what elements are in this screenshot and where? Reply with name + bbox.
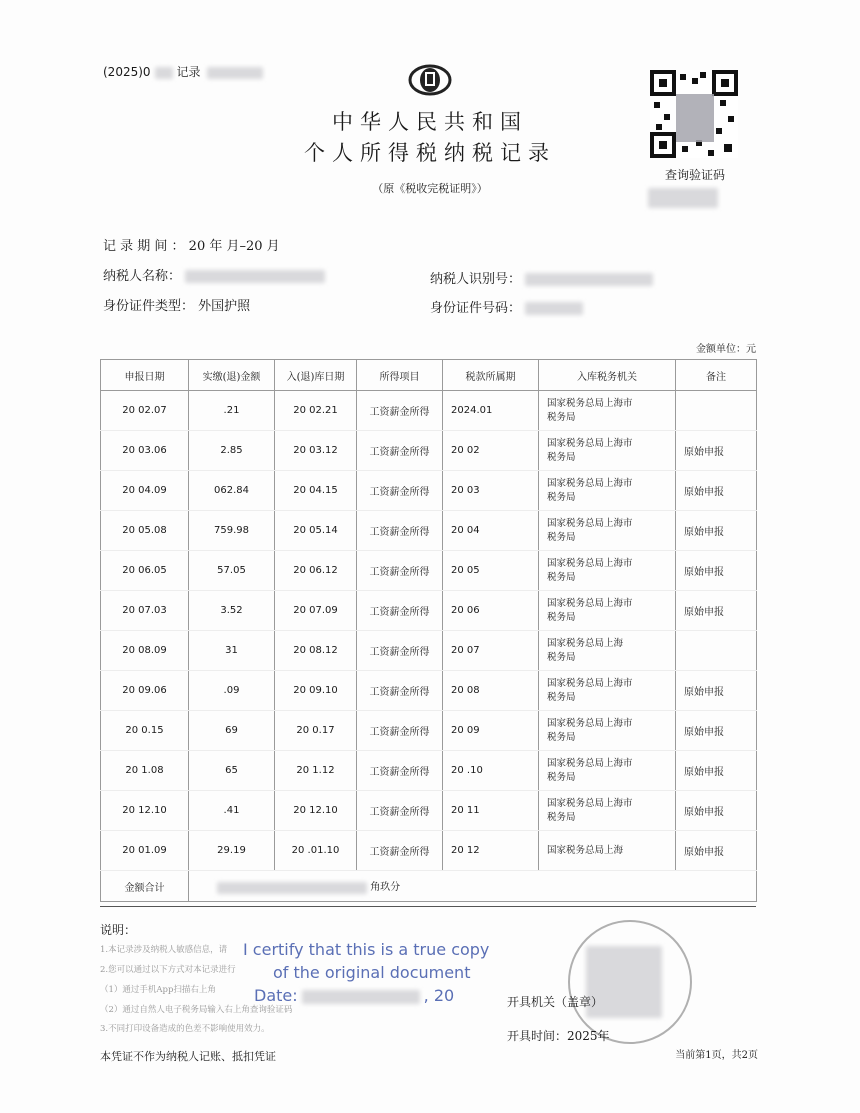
record-number: (2025)0 记录 [103,63,263,80]
amount-cell: 3.52 [189,591,275,631]
declare-date-cell: 20 07.03 [101,591,189,631]
redacted-verification-code [648,188,718,208]
tax-office-line: 税务局 [547,651,576,663]
storage-date-cell: 20 04.15 [275,471,357,511]
tax-office-line: 税务局 [547,531,576,543]
storage-date-cell: 20 06.12 [275,551,357,591]
table-row [101,431,757,471]
issue-time: 开具时间：2025年 [507,1029,610,1043]
qr-code-label: 查询验证码 [664,168,725,182]
title-document: 个人所得税纳税记录 [304,141,556,165]
storage-date-cell: 20 09.10 [275,671,357,711]
amount-cell: .09 [189,671,275,711]
tax-office-cell [539,511,676,551]
remark-cell: 原始申报 [676,751,757,791]
income-item-cell: 工资薪金所得 [357,551,443,591]
declare-date-cell: 20 05.08 [101,511,189,551]
tax-records-table [100,359,757,902]
col-remark: 备注 [676,360,757,391]
remark-cell: 原始申报 [676,551,757,591]
remark-cell: 原始申报 [676,511,757,551]
remark-cell [676,631,757,671]
col-storage-date: 入(退)库日期 [275,360,357,391]
amount-cell: 759.98 [189,511,275,551]
tax-period-cell: 20 03 [443,471,539,511]
tax-office-line: 国家税务总局上海 [547,844,624,856]
taxpayer-name [103,265,325,284]
amount-cell: 31 [189,631,275,671]
tax-office-cell [539,671,676,711]
storage-date-cell: 20 0.17 [275,711,357,751]
declare-date-cell: 20 03.06 [101,431,189,471]
tax-period-cell: 20 05 [443,551,539,591]
tax-period-cell: 20 02 [443,431,539,471]
tax-office-line: 国家税务总局上海 [547,637,624,649]
storage-date-cell: 20 07.09 [275,591,357,631]
tax-office-line: 国家税务总局上海市 [547,397,633,409]
note-line: 2.您可以通过以下方式对本记录进行 [100,965,236,975]
tax-office-line: 税务局 [547,571,576,583]
tax-office-line: 国家税务总局上海市 [547,677,633,689]
income-item-cell: 工资薪金所得 [357,511,443,551]
tax-period-cell: 20 04 [443,511,539,551]
record-period-value: 20 年 月–20 月 [188,239,280,254]
table-row [101,791,757,831]
tax-office-cell [539,751,676,791]
record-period-label: 记 录 期 间 ： [103,239,185,254]
remark-cell: 原始申报 [676,831,757,871]
official-seal [568,920,692,1044]
total-row [101,871,757,902]
tax-office-cell [539,471,676,511]
amount-cell: 29.19 [189,831,275,871]
storage-date-cell: 20 08.12 [275,631,357,671]
amount-cell: .21 [189,391,275,431]
tax-period-cell: 20 08 [443,671,539,711]
total-label: 金额合计 [101,871,189,902]
redacted-id-number [525,302,583,315]
taxpayer-name-label: 纳税人名称： [103,269,182,284]
divider [100,906,756,907]
tax-office-line: 税务局 [547,411,576,423]
remark-cell: 原始申报 [676,791,757,831]
table-row [101,551,757,591]
amount-cell: .41 [189,791,275,831]
tax-office-cell [539,551,676,591]
tax-office-cell [539,711,676,751]
tax-office-line: 税务局 [547,811,576,823]
declare-date-cell: 20 04.09 [101,471,189,511]
id-document-type-value: 外国护照 [198,299,251,314]
table-row [101,671,757,711]
total-value: 角玖分 [189,871,757,902]
tax-office-line: 税务局 [547,771,576,783]
income-item-cell: 工资薪金所得 [357,431,443,471]
remark-cell [676,391,757,431]
tax-period-cell: 20 07 [443,631,539,671]
tax-office-line: 国家税务总局上海市 [547,597,633,609]
table-row [101,831,757,871]
table-row [101,751,757,791]
title-country: 中华人民共和国 [332,110,528,134]
tax-office-line: 税务局 [547,691,576,703]
page-indicator: 当前第1页，共2页 [675,1050,758,1061]
storage-date-cell: 20 12.10 [275,791,357,831]
remark-cell: 原始申报 [676,431,757,471]
taxpayer-id-label: 纳税人识别号： [430,272,522,287]
col-income-item: 所得项目 [357,360,443,391]
disclaimer: 本凭证不作为纳税人记账、抵扣凭证 [100,1050,276,1063]
table-row [101,471,757,511]
note-line: （1）通过手机App扫描右上角 [100,985,216,995]
amount-cell: 57.05 [189,551,275,591]
amount-unit-label: 金额单位：元 [696,344,756,355]
income-item-cell: 工资薪金所得 [357,671,443,711]
record-period [103,235,280,254]
remark-cell: 原始申报 [676,711,757,751]
tax-office-line: 税务局 [547,611,576,623]
tax-office-line: 税务局 [547,731,576,743]
income-item-cell: 工资薪金所得 [357,831,443,871]
issuing-authority-label: 开具机关（盖章） [507,995,604,1009]
amount-cell: 65 [189,751,275,791]
remark-cell: 原始申报 [676,671,757,711]
tax-office-line: 国家税务总局上海市 [547,757,633,769]
declare-date-cell: 20 02.07 [101,391,189,431]
col-tax-period: 税款所属期 [443,360,539,391]
income-item-cell: 工资薪金所得 [357,591,443,631]
declare-date-cell: 20 09.06 [101,671,189,711]
note-line: （2）通过自然人电子税务局输入右上角查询验证码 [100,1005,293,1015]
tax-period-cell: 20 09 [443,711,539,751]
declare-date-cell: 20 0.15 [101,711,189,751]
tax-office-cell [539,591,676,631]
remark-cell: 原始申报 [676,471,757,511]
remark-cell: 原始申报 [676,591,757,631]
tax-period-cell: 20 11 [443,791,539,831]
table-row [101,511,757,551]
tax-office-line: 国家税务总局上海市 [547,557,633,569]
income-item-cell: 工资薪金所得 [357,711,443,751]
declare-date-cell: 20 1.08 [101,751,189,791]
id-document-type [103,295,250,314]
certify-line-2: of the original document [273,963,471,982]
id-document-type-label: 身份证件类型： [103,299,195,314]
tax-office-line: 国家税务总局上海市 [547,437,633,449]
income-item-cell: 工资薪金所得 [357,631,443,671]
income-item-cell: 工资薪金所得 [357,471,443,511]
note-line: 1.本记录涉及纳税人敏感信息，请 [100,945,228,955]
tax-office-line: 国家税务总局上海市 [547,717,633,729]
tax-office-cell [539,791,676,831]
storage-date-cell: 20 03.12 [275,431,357,471]
tax-office-cell [539,431,676,471]
tax-office-cell [539,631,676,671]
col-amount: 实缴(退)金额 [189,360,275,391]
tax-period-cell: 20 .10 [443,751,539,791]
id-document-number [430,297,583,316]
tax-office-cell [539,391,676,431]
tax-period-cell: 2024.01 [443,391,539,431]
storage-date-cell: 20 1.12 [275,751,357,791]
declare-date-cell: 20 12.10 [101,791,189,831]
certify-date: Date: , 20 [254,986,455,1005]
income-item-cell: 工资薪金所得 [357,391,443,431]
tax-period-cell: 20 06 [443,591,539,631]
tax-office-line: 税务局 [547,491,576,503]
storage-date-cell: 20 02.21 [275,391,357,431]
table-header-row [101,360,757,391]
tax-office-line: 国家税务总局上海市 [547,797,633,809]
tax-office-line: 国家税务总局上海市 [547,477,633,489]
tax-emblem-icon [407,64,453,96]
col-tax-office: 入库税务机关 [539,360,676,391]
col-declare-date: 申报日期 [101,360,189,391]
redacted-total [217,882,367,894]
subtitle: （原《税收完税证明》） [372,182,488,195]
redacted-taxpayer-id [525,273,653,286]
note-line: 3.不同打印设备造成的色差不影响使用效力。 [100,1024,270,1034]
table-row [101,711,757,751]
table-row [101,631,757,671]
qr-code-icon[interactable] [650,70,738,158]
table-row [101,391,757,431]
amount-cell: 69 [189,711,275,751]
amount-cell: 2.85 [189,431,275,471]
declare-date-cell: 20 08.09 [101,631,189,671]
table-row [101,591,757,631]
income-item-cell: 工资薪金所得 [357,751,443,791]
storage-date-cell: 20 .01.10 [275,831,357,871]
tax-period-cell: 20 12 [443,831,539,871]
certify-line-1: I certify that this is a true copy [243,940,490,959]
declare-date-cell: 20 06.05 [101,551,189,591]
declare-date-cell: 20 01.09 [101,831,189,871]
tax-office-line: 国家税务总局上海市 [547,517,633,529]
tax-office-cell [539,831,676,871]
notes-title: 说明： [100,923,137,937]
amount-cell: 062.84 [189,471,275,511]
redacted-taxpayer-name [185,270,325,283]
income-item-cell: 工资薪金所得 [357,791,443,831]
storage-date-cell: 20 05.14 [275,511,357,551]
id-document-number-label: 身份证件号码： [430,301,522,316]
taxpayer-id [430,268,653,287]
tax-office-line: 税务局 [547,451,576,463]
